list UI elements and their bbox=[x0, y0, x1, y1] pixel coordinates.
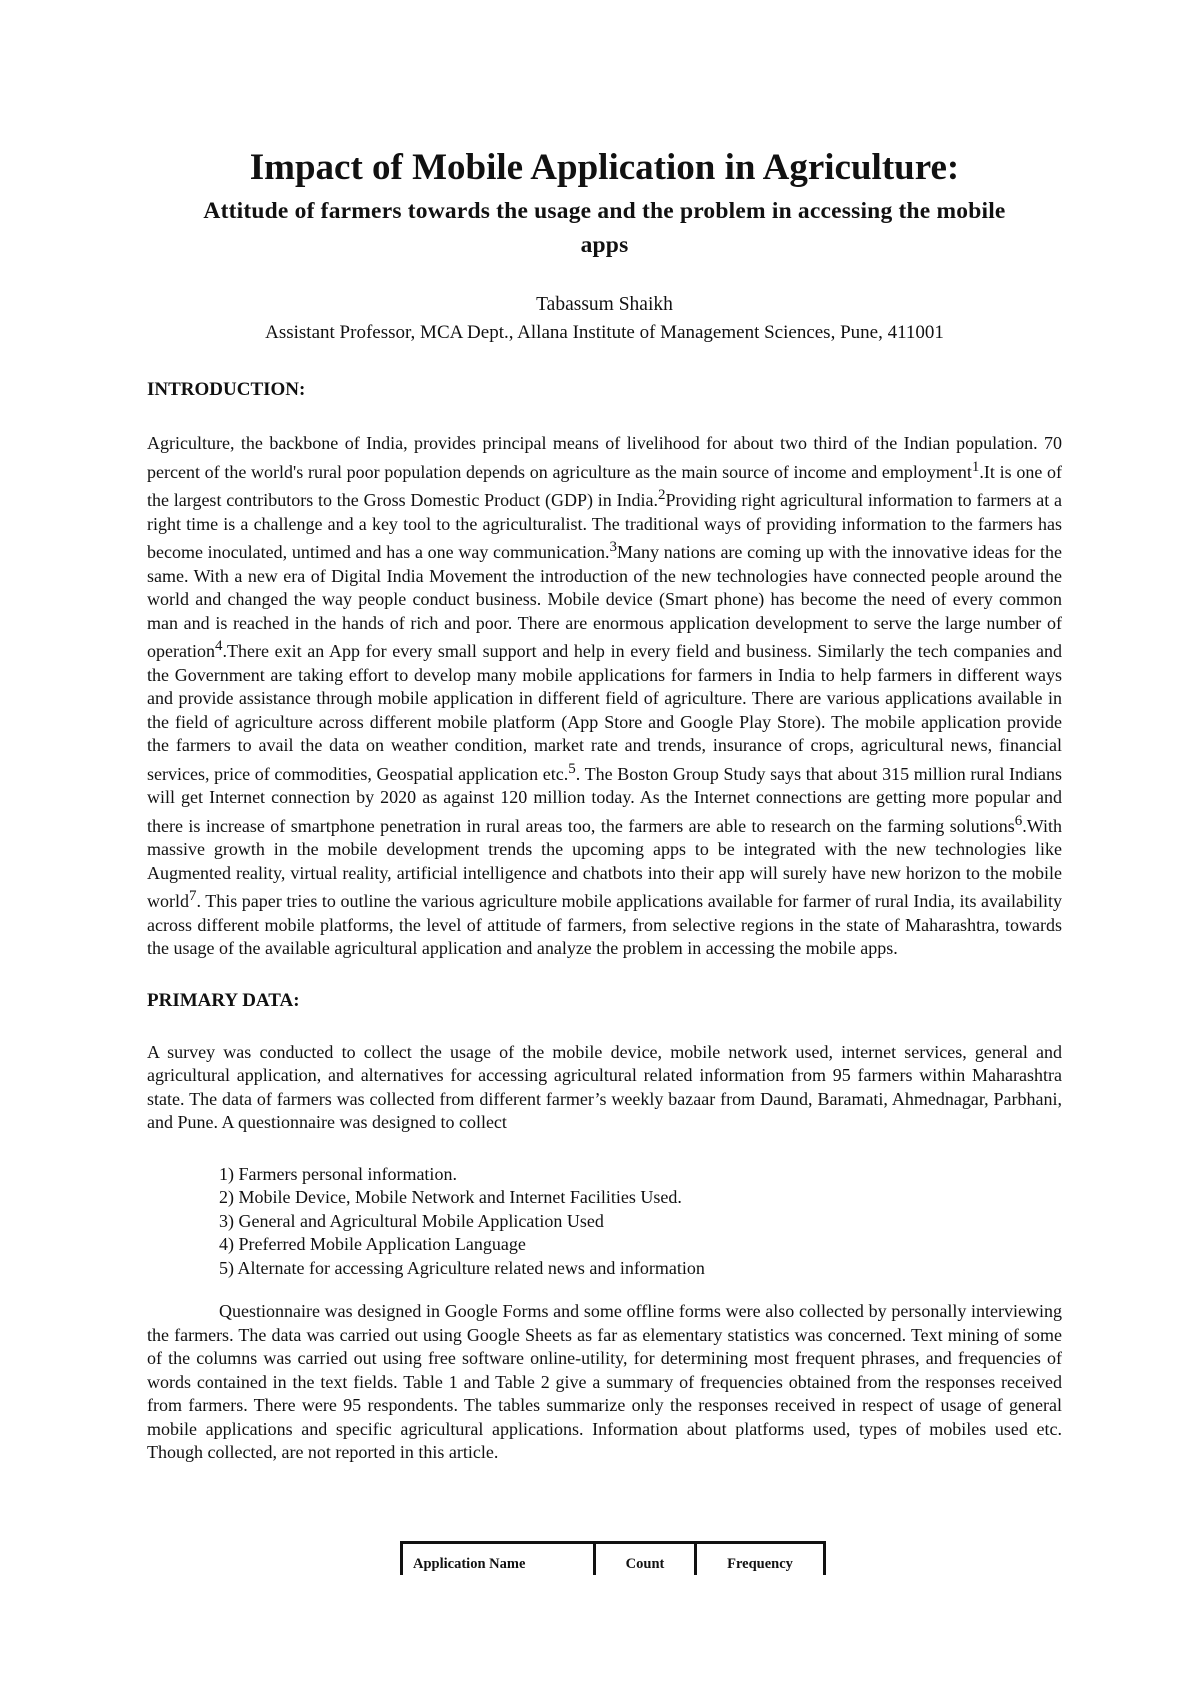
author-name: Tabassum Shaikh bbox=[536, 294, 673, 315]
questionnaire-paragraph: Questionnaire was designed in Google Forms and some offline forms were also collected by personally interviewing the farmers. The data was carried out using Google Sheets as far as elementary statistics was concerned. Text mining of some of the columns was carried out using free software online-utility, for determining most frequent phrases, and frequencies of words contained in the text fields. Table 1 and Table 2 give a summary of frequencies obtained from the responses received from farmers. There were 95 respondents. The tables summarize only the responses received in respect of usage of general mobile applications and specific agricultural applications. Information about platforms used, types of mobiles used etc. Though collected, are not reported in this article. bbox=[147, 1301, 1062, 1462]
intro-text-6: . The Boston Group Study says that about 315 million rural Indians will get Internet connection by 2020 as against 120 million today. As the Internet connections are getting more popular and there is increase of smartphone penetration in rural areas too, the farmers are able to research on the farming solutions bbox=[147, 763, 1062, 836]
paper-content bbox=[147, 146, 1062, 1465]
table-header-row bbox=[402, 1543, 825, 1576]
col-header-count: Count bbox=[595, 1543, 696, 1576]
citation-4: 4 bbox=[214, 638, 223, 654]
citation-5: 5 bbox=[568, 760, 576, 777]
citation-2: 2 bbox=[658, 487, 666, 503]
col-header-frequency: Frequency bbox=[696, 1543, 825, 1576]
intro-text-7: .With massive growth in the mobile development trends the upcoming apps to be integrated with the new technologies like Augmented reality, virtual reality, artificial intelligence and chatbots into their app will surely have new horizon to the mobile world bbox=[147, 815, 1062, 911]
author-affiliation: Assistant Professor, MCA Dept., Allana Institute of Management Sciences, Pune, 411001 bbox=[265, 322, 944, 343]
list-item: 1) Farmers personal information. bbox=[219, 1163, 457, 1184]
introduction-heading: INTRODUCTION: bbox=[147, 379, 306, 400]
citation-1: 1 bbox=[971, 458, 980, 475]
col-header-application-name: Application Name bbox=[402, 1543, 595, 1576]
citation-6: 6 bbox=[1014, 812, 1023, 829]
questionnaire-list bbox=[219, 1163, 1062, 1281]
primary-data-heading: PRIMARY DATA: bbox=[147, 989, 300, 1011]
table-1 bbox=[400, 1541, 826, 1575]
list-item: 4) Preferred Mobile Application Language bbox=[219, 1234, 526, 1254]
intro-text-1: Agriculture, the backbone of India, provides principal means of livelihood for about two third of the Indian population. 70 percent of the world's rural poor population depends on agriculture as the main source of income and employment bbox=[147, 433, 1062, 482]
intro-text-2: .It is one of the largest contributors to the Gross Domestic Product (GDP) in India. bbox=[147, 461, 1063, 510]
introduction-paragraph bbox=[147, 432, 1062, 961]
citation-3: 3 bbox=[609, 539, 618, 555]
list-item: 3) General and Agricultural Mobile Application Used bbox=[219, 1210, 604, 1231]
intro-text-4: Many nations are coming up with the innovative ideas for the same. With a new era of Digital India Movement the introduction of the new technologies have connected people around the world and changed the way people conduct business. Mobile device (Smart phone) has become the need of every common man and is reached in the hands of rich and poor. There are enormous application development to serve the large number of operation bbox=[147, 542, 1063, 661]
paper-subtitle: Attitude of farmers towards the usage and the problem in accessing the mobile apps bbox=[203, 198, 1006, 258]
survey-paragraph: A survey was conducted to collect the usage of the mobile device, mobile network used, internet services, general and agricultural application, and alternatives for accessing agricultural related information from 95 farmers within Maharashtra state. The data of farmers was collected from different farmer’s weekly bazaar from Daund, Baramati, Ahmednagar, Parbhani, and Pune. A questionnaire was designed to collect bbox=[147, 1041, 1062, 1132]
intro-text-8: . This paper tries to outline the various agriculture mobile applications available for farmer of rural India, its availability across different mobile platforms, the level of attitude of farmers, from selective regions in the state of Maharashtra, towards the usage of the available agricultural application and analyze the problem in accessing the mobile apps. bbox=[147, 891, 1062, 958]
applications-table bbox=[400, 1541, 826, 1575]
intro-text-3: Providing right agricultural information to farmers at a right time is a challenge and a key tool to the agriculturalist. The traditional ways of providing information to the farmers has become inoculated, untimed and has a one way communication. bbox=[147, 490, 1062, 562]
paper-title: Impact of Mobile Application in Agriculture: bbox=[249, 147, 960, 188]
list-item: 5) Alternate for accessing Agriculture related news and information bbox=[219, 1257, 705, 1278]
list-item: 2) Mobile Device, Mobile Network and Internet Facilities Used. bbox=[219, 1187, 682, 1207]
intro-text-5: .There exit an App for every small support and help in every field and business. Similarly the tech companies and the Government are taking effort to develop many mobile applications for farmers in India to help farmers in different ways and provide assistance through mobile application in different field of agriculture. There are various applications available in the field of agriculture across different mobile platform (App Store and Google Play Store). The mobile application provide the farmers to avail the data on weather condition, market rate and trends, insurance of crops, agricultural news, financial services, price of commodities, Geospatial application etc. bbox=[147, 641, 1062, 784]
citation-7: 7 bbox=[189, 888, 197, 904]
